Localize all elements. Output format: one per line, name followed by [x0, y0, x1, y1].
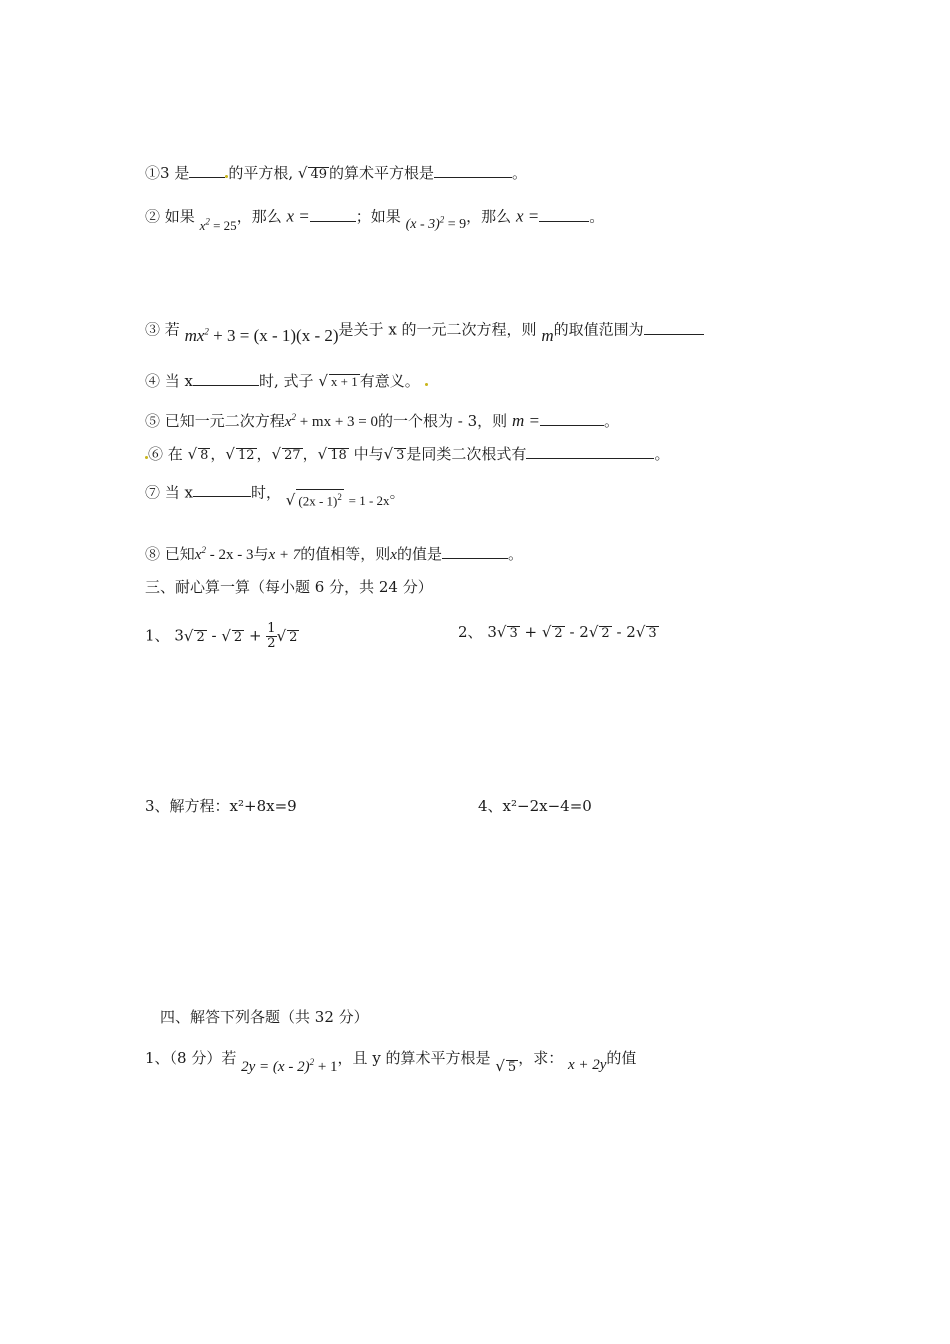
answer-blank[interactable] — [442, 543, 508, 559]
q2-text-b: ；如果 — [355, 207, 401, 226]
denominator: 2 — [267, 636, 276, 651]
sqrt-3: √ 3 — [496, 623, 518, 641]
question-5 — [145, 407, 619, 432]
radicand: (2x - 1)$^2$ — [296, 489, 344, 508]
section-4-question-1 — [145, 1044, 637, 1075]
radicand: 49 — [310, 167, 327, 182]
section-4-title: 四、解答下列各题（共 32 分） — [160, 1008, 369, 1026]
expr-part: x — [194, 547, 202, 563]
expr-part: 2y = (x - 2) — [241, 1059, 310, 1075]
answer-blank[interactable] — [434, 162, 512, 178]
q1-end: 。 — [512, 164, 528, 182]
sqrt-5: √ 5 — [495, 1057, 517, 1075]
q4-num: ④ 当 x — [145, 372, 193, 390]
marker-dot — [425, 383, 428, 386]
q8-text-b: 的值相等，则 — [300, 545, 391, 563]
answer-blank[interactable] — [539, 206, 589, 222]
sqrt-49: √ 49 — [297, 164, 327, 182]
q3-text-a: 是关于 x 的一元二次方程，则 — [338, 320, 537, 339]
q2-end: 。 — [589, 207, 605, 226]
answer-blank[interactable] — [193, 481, 251, 497]
expr-part: - 2x - 3 — [209, 547, 254, 563]
operator: + — [519, 623, 542, 641]
expr-part: mx — [184, 325, 205, 345]
problem-3: 3、解方程：x²+8x=9 — [145, 797, 297, 815]
var-x: x — [390, 547, 397, 563]
expr-part: = 9 — [447, 216, 467, 232]
sqrt-2: √ 2 — [183, 626, 205, 645]
radicand: 5 — [507, 1060, 517, 1075]
radicand: 2 — [289, 629, 298, 645]
var-x: x = — [515, 206, 540, 226]
sqrt-3: √ 3 — [383, 445, 405, 463]
sqrt-2x-minus-1-squared: √ (2x - 1)$^2$ = 1 - 2x — [286, 491, 390, 509]
q3-num: ③ 若 — [145, 320, 180, 339]
expr-part: + 3 = (x - 1)(x - 2) — [213, 325, 339, 345]
radicand: 27 — [284, 448, 301, 463]
radicand: 3 — [648, 626, 657, 641]
q4-text-b: 有意义。 — [359, 372, 420, 390]
answer-blank[interactable] — [310, 206, 356, 222]
numerator: 1 — [267, 621, 276, 636]
q1-text-c: 的算术平方根是 — [329, 164, 435, 182]
q8-text-a: 与 — [253, 545, 269, 563]
radicand: x + 1 — [330, 374, 358, 389]
var-m: m = — [511, 411, 540, 430]
problem-4: 4、x²−2x−4=0 — [478, 797, 592, 815]
expr-x-squared: $x^2 = 25$ — [199, 216, 237, 233]
q4-text-a: 时, 式子 — [259, 372, 314, 390]
q3-text-b: 的取值范围为 — [553, 320, 644, 339]
question-8 — [145, 540, 523, 565]
answer-blank[interactable] — [644, 319, 704, 335]
q7-text-a: 时， — [251, 483, 282, 502]
fraction-one-half — [266, 622, 276, 651]
expr-x-plus-2y: x + 2y — [567, 1057, 607, 1073]
radicand: 12 — [237, 448, 255, 463]
question-1 — [145, 162, 527, 183]
expr-linear: x + 7 — [268, 547, 301, 563]
coefficient: 3 — [174, 626, 184, 645]
question-4 — [145, 370, 428, 391]
expr-part: = 25 — [213, 217, 237, 233]
q7-num: ⑦ 当 x — [145, 483, 193, 502]
question-7 — [145, 481, 405, 510]
q6-end: 。 — [654, 445, 670, 463]
q6-text-a: 中与 — [353, 445, 384, 463]
operator: - 2 — [611, 623, 636, 641]
answer-blank[interactable] — [193, 370, 259, 386]
q8-num: ⑧ 已知 — [145, 545, 195, 563]
q6-text-b: 是同类二次根式有 — [406, 445, 527, 463]
q6-num: ⑥ 在 — [148, 445, 183, 463]
sqrt-2: √ 2 — [276, 626, 298, 645]
s1-text-a: ，且 y 的算术平方根是 — [337, 1049, 491, 1067]
q5-num: ⑤ 已知一元二次方程 — [145, 412, 285, 430]
separator: ， — [256, 445, 272, 463]
q1-text-b: 的平方根, — [228, 164, 294, 182]
radicand: 2 — [233, 629, 243, 645]
q8-end: 。 — [507, 545, 523, 563]
quadratic-expr: $mx^2 + 3 = (x - 1)(x - 2)$ — [184, 325, 339, 345]
p2-num: 2、 — [458, 623, 483, 641]
sqrt-18: √ 18 — [317, 445, 347, 463]
sqrt-2: √ 2 — [541, 623, 563, 641]
sqrt-3: √ 3 — [635, 623, 657, 641]
q5-end: 。 — [603, 412, 619, 430]
s1-num: 1、（8 分）若 — [145, 1049, 237, 1067]
sqrt-2: √ 2 — [588, 623, 610, 641]
operator: - — [206, 626, 222, 645]
q2-num: ② 如果 — [145, 207, 195, 226]
radicand: 2 — [601, 626, 610, 641]
expr-part: = 1 - 2x — [348, 493, 390, 509]
problem-1 — [145, 622, 299, 651]
coefficient: 3 — [487, 623, 497, 641]
expr-x-minus-3-squared: (x - 3)$^2$ = 9 — [405, 214, 467, 232]
separator: ， — [210, 445, 226, 463]
s1-text-c: 的值 — [606, 1049, 637, 1067]
radicand: 2 — [554, 626, 563, 641]
expr-part: x — [284, 414, 292, 430]
question-2 — [145, 203, 605, 233]
problem-2 — [458, 622, 659, 642]
sqrt-12: √ 12 — [225, 445, 255, 463]
sqrt-8: √ 8 — [187, 445, 209, 463]
p1-num: 1、 — [145, 626, 170, 645]
question-6 — [145, 443, 669, 464]
q2-text-c: ，那么 — [466, 207, 512, 226]
expr-part: x — [199, 217, 206, 233]
q1-text-a: 3 是 — [160, 164, 190, 182]
q8-text-c: 的值是 — [396, 545, 442, 563]
q2-text-a: ，那么 — [236, 207, 282, 226]
expr-part: + 1 — [317, 1059, 338, 1075]
sqrt-2: √ 2 — [221, 626, 243, 645]
separator: ， — [302, 445, 318, 463]
sqrt-x-plus-1: √ x + 1 — [318, 372, 358, 390]
radicand: 3 — [509, 626, 518, 641]
radicand: 8 — [200, 448, 209, 463]
expr-2y: 2y = (x - 2)$^2$ + 1 — [241, 1057, 338, 1075]
operator: - 2 — [564, 623, 589, 641]
s1-text-b: ，求： — [518, 1049, 564, 1067]
expr-part: (2x - 1) — [298, 493, 338, 509]
q7-end: 。 — [389, 483, 405, 502]
expr-part: + mx + 3 = 0 — [299, 414, 378, 430]
question-3 — [145, 315, 704, 345]
quadratic-expr: $x^2$ + mx + 3 = 0 — [284, 412, 378, 430]
q1-num: ① — [145, 164, 161, 182]
operator: + — [244, 626, 267, 645]
radicand: 2 — [196, 629, 205, 645]
radicand: 18 — [330, 448, 347, 463]
expr-quadratic: $x^2 - 2x - 3$ — [194, 545, 254, 563]
answer-blank[interactable] — [526, 443, 654, 459]
radicand: 3 — [396, 448, 405, 463]
answer-blank[interactable] — [540, 410, 604, 426]
q5-text-a: 的一个根为 - 3，则 — [378, 412, 508, 430]
section-3-title: 三、耐心算一算（每小题 6 分，共 24 分） — [145, 578, 433, 596]
var-x: x = — [286, 206, 310, 226]
answer-blank[interactable] — [189, 162, 225, 178]
var-m: m — [541, 325, 554, 345]
sqrt-27: √ 27 — [271, 445, 301, 463]
expr-part: (x - 3) — [405, 216, 440, 232]
